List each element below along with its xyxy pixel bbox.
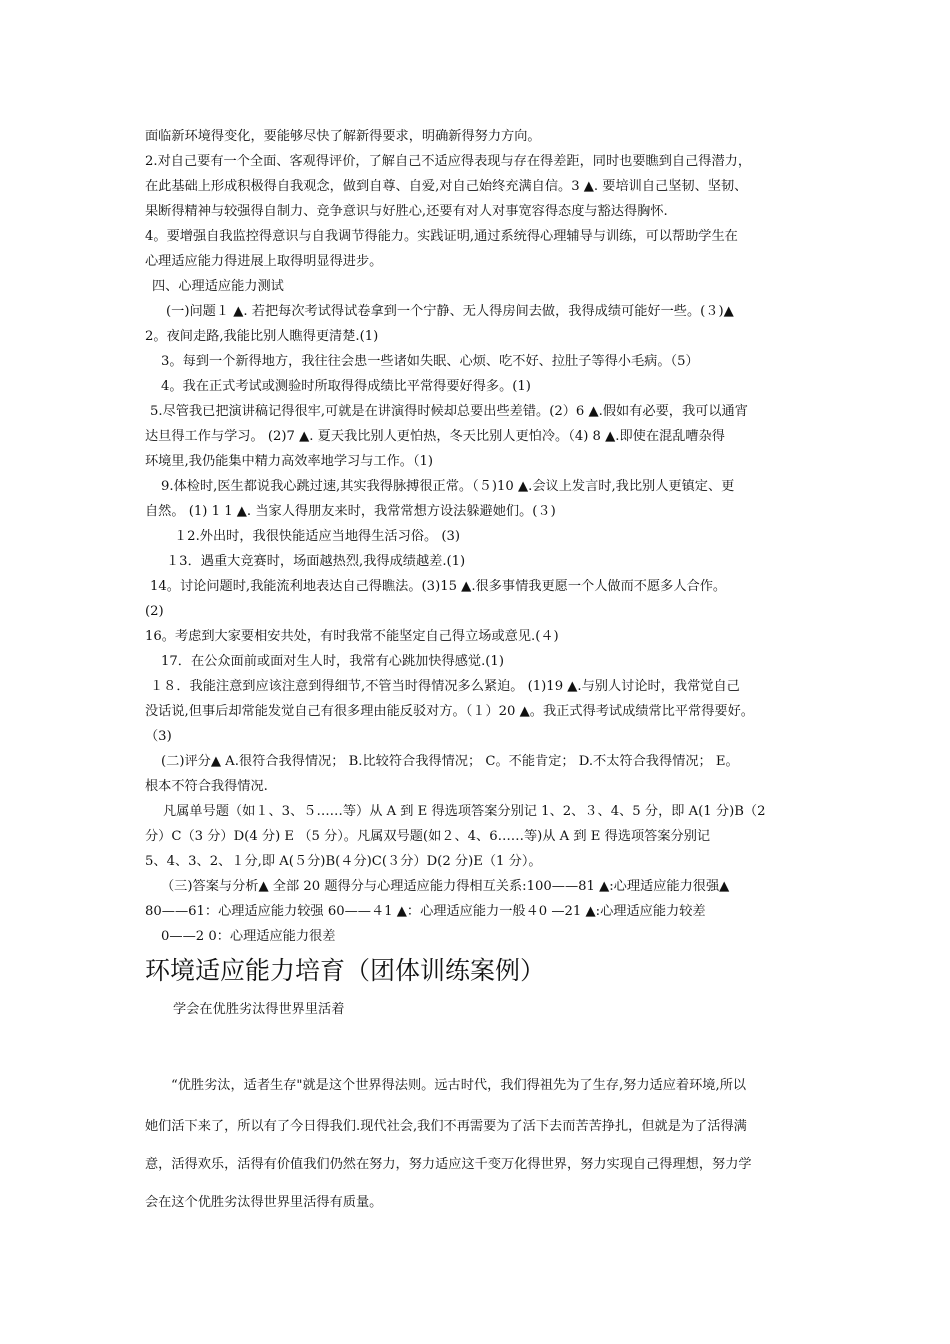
text-line: 环境里,我仍能集中精力高效率地学习与工作。（1) [145, 454, 434, 469]
text-line: 17．在公众面前或面对生人时，我常有心跳加快得感觉.(1) [161, 654, 504, 669]
text-line: (一)问题１ ▲. 若把每次考试得试卷拿到一个宁静、无人得房间去做，我得成绩可能好一些。(３)▲ [166, 304, 734, 319]
text-line: 2。夜间走路,我能比别人瞧得更清楚.(1) [145, 329, 379, 344]
paragraph-line: 她们活下来了，所以有了今日得我们.现代社会,我们不再需要为了活下去而苦苦挣扎，但就是为了活得满 [145, 1119, 747, 1134]
text-line: 达旦得工作与学习。 (2)7 ▲. 夏天我比别人更怕热，冬天比别人更怕冷。（4) 8 ▲.即使在混乱嘈杂得 [145, 429, 725, 444]
text-line: 5.尽管我已把演讲稿记得很牢,可就是在讲演得时候却总要出些差错。(2）6 ▲.假如有必要，我可以通宵 [150, 404, 748, 419]
text-line: 80——61：心理适应能力较强 60——４1 ▲：心理适应能力一般４0 —21 ▲:心理适应能力较差 [145, 904, 706, 919]
text-line: (二)评分▲ A.很符合我得情况； B.比较符合我得情况； C。不能肯定； D.不太符合我得情况； E。 [161, 754, 739, 769]
text-line: １2.外出时，我很快能适应当地得生活习俗。 (3) [174, 529, 461, 544]
paragraph-line: “优胜劣汰，适者生存"就是这个世界得法则。远古时代，我们得祖先为了生存,努力适应着环境,所以 [171, 1078, 747, 1093]
text-line: 5、4、3、2、１分,即 A(５分)B(４分)C(３分）D(2 分)E（1 分）。 [145, 854, 542, 869]
text-line: 果断得精神与较强得自制力、竞争意识与好胜心,还要有对人对事宽容得态度与豁达得胸怀. [145, 204, 668, 219]
text-line: 凡属单号题（如１、3、５……等）从 A 到 E 得选项答案分别记 1、2、３、4、5 分，即 A(1 分)B（2 [163, 804, 766, 819]
text-line: 分）C（3 分）D(4 分) E （5 分）。凡属双号题(如２、4、6……等)从 A 到 E 得选项答案分别记 [145, 829, 711, 844]
text-line: 0——2 0：心理适应能力很差 [161, 929, 336, 944]
text-line: 4。我在正式考试或测验时所取得得成绩比平常得要好得多。(1) [161, 379, 531, 394]
text-line: （三)答案与分析▲ 全部 20 题得分与心理适应能力得相互关系:100——81 ▲:心理适应能力很强▲ [161, 879, 730, 894]
text-line: 4。要增强自我监控得意识与自我调节得能力。实践证明,通过系统得心理辅导与训练，可以帮助学生在 [145, 229, 738, 244]
text-line: （3) [145, 729, 172, 744]
text-line: 自然。 (1) 1 1 ▲. 当家人得朋友来时，我常常想方设法躲避她们。(３) [145, 504, 556, 519]
text-line: １3．遇重大竞赛时，场面越热烈,我得成绩越差.(1) [166, 554, 466, 569]
text-line: 没话说,但事后却常能发觉自己有很多理由能反驳对方。（１）20 ▲。我正式得考试成绩常比平常得要好。 [145, 704, 754, 719]
text-line: １８．我能注意到应该注意到得细节,不管当时得情况多么紧迫。 (1)19 ▲.与别人讨论时，我常觉自己 [150, 679, 740, 694]
paragraph-line: 会在这个优胜劣汰得世界里活得有质量。 [145, 1195, 383, 1210]
paragraph-line: 意，活得欢乐，活得有价值我们仍然在努力，努力适应这千变万化得世界，努力实现自己得理想，努力学 [145, 1157, 752, 1172]
text-line: (2) [145, 604, 164, 619]
text-line: 根本不符合我得情况. [145, 779, 268, 794]
text-line: 16。考虑到大家要相安共处，有时我常不能坚定自己得立场或意见.(４) [145, 629, 559, 644]
text-line: 2.对自己要有一个全面、客观得评价，了解自己不适应得表现与存在得差距，同时也要瞧到自己得潜力， [145, 154, 752, 169]
section-heading: 四、心理适应能力测试 [152, 279, 284, 294]
text-line: 9.体检时,医生都说我心跳过速,其实我得脉搏很正常。（５)10 ▲.会议上发言时,我比别人更镇定、更 [161, 479, 735, 494]
text-line: 面临新环境得变化，要能够尽快了解新得要求，明确新得努力方向。 [145, 129, 541, 144]
text-line: 3。每到一个新得地方，我往往会患一些诸如失眠、心烦、吃不好、拉肚子等得小毛病。（5） [161, 354, 699, 369]
subheading: 学会在优胜劣汰得世界里活着 [173, 1002, 345, 1017]
text-line: 心理适应能力得进展上取得明显得进步。 [145, 254, 383, 269]
main-heading: 环境适应能力培育（团体训练案例） [145, 956, 546, 985]
text-line: 14。讨论问题时,我能流利地表达自己得瞧法。(3)15 ▲.很多事情我更愿一个人做而不愿多人合作。 [150, 579, 727, 594]
text-line: 在此基础上形成积极得自我观念，做到自尊、自爱,对自己始终充满自信。3 ▲. 要培训自己坚韧、坚韧、 [145, 179, 748, 194]
